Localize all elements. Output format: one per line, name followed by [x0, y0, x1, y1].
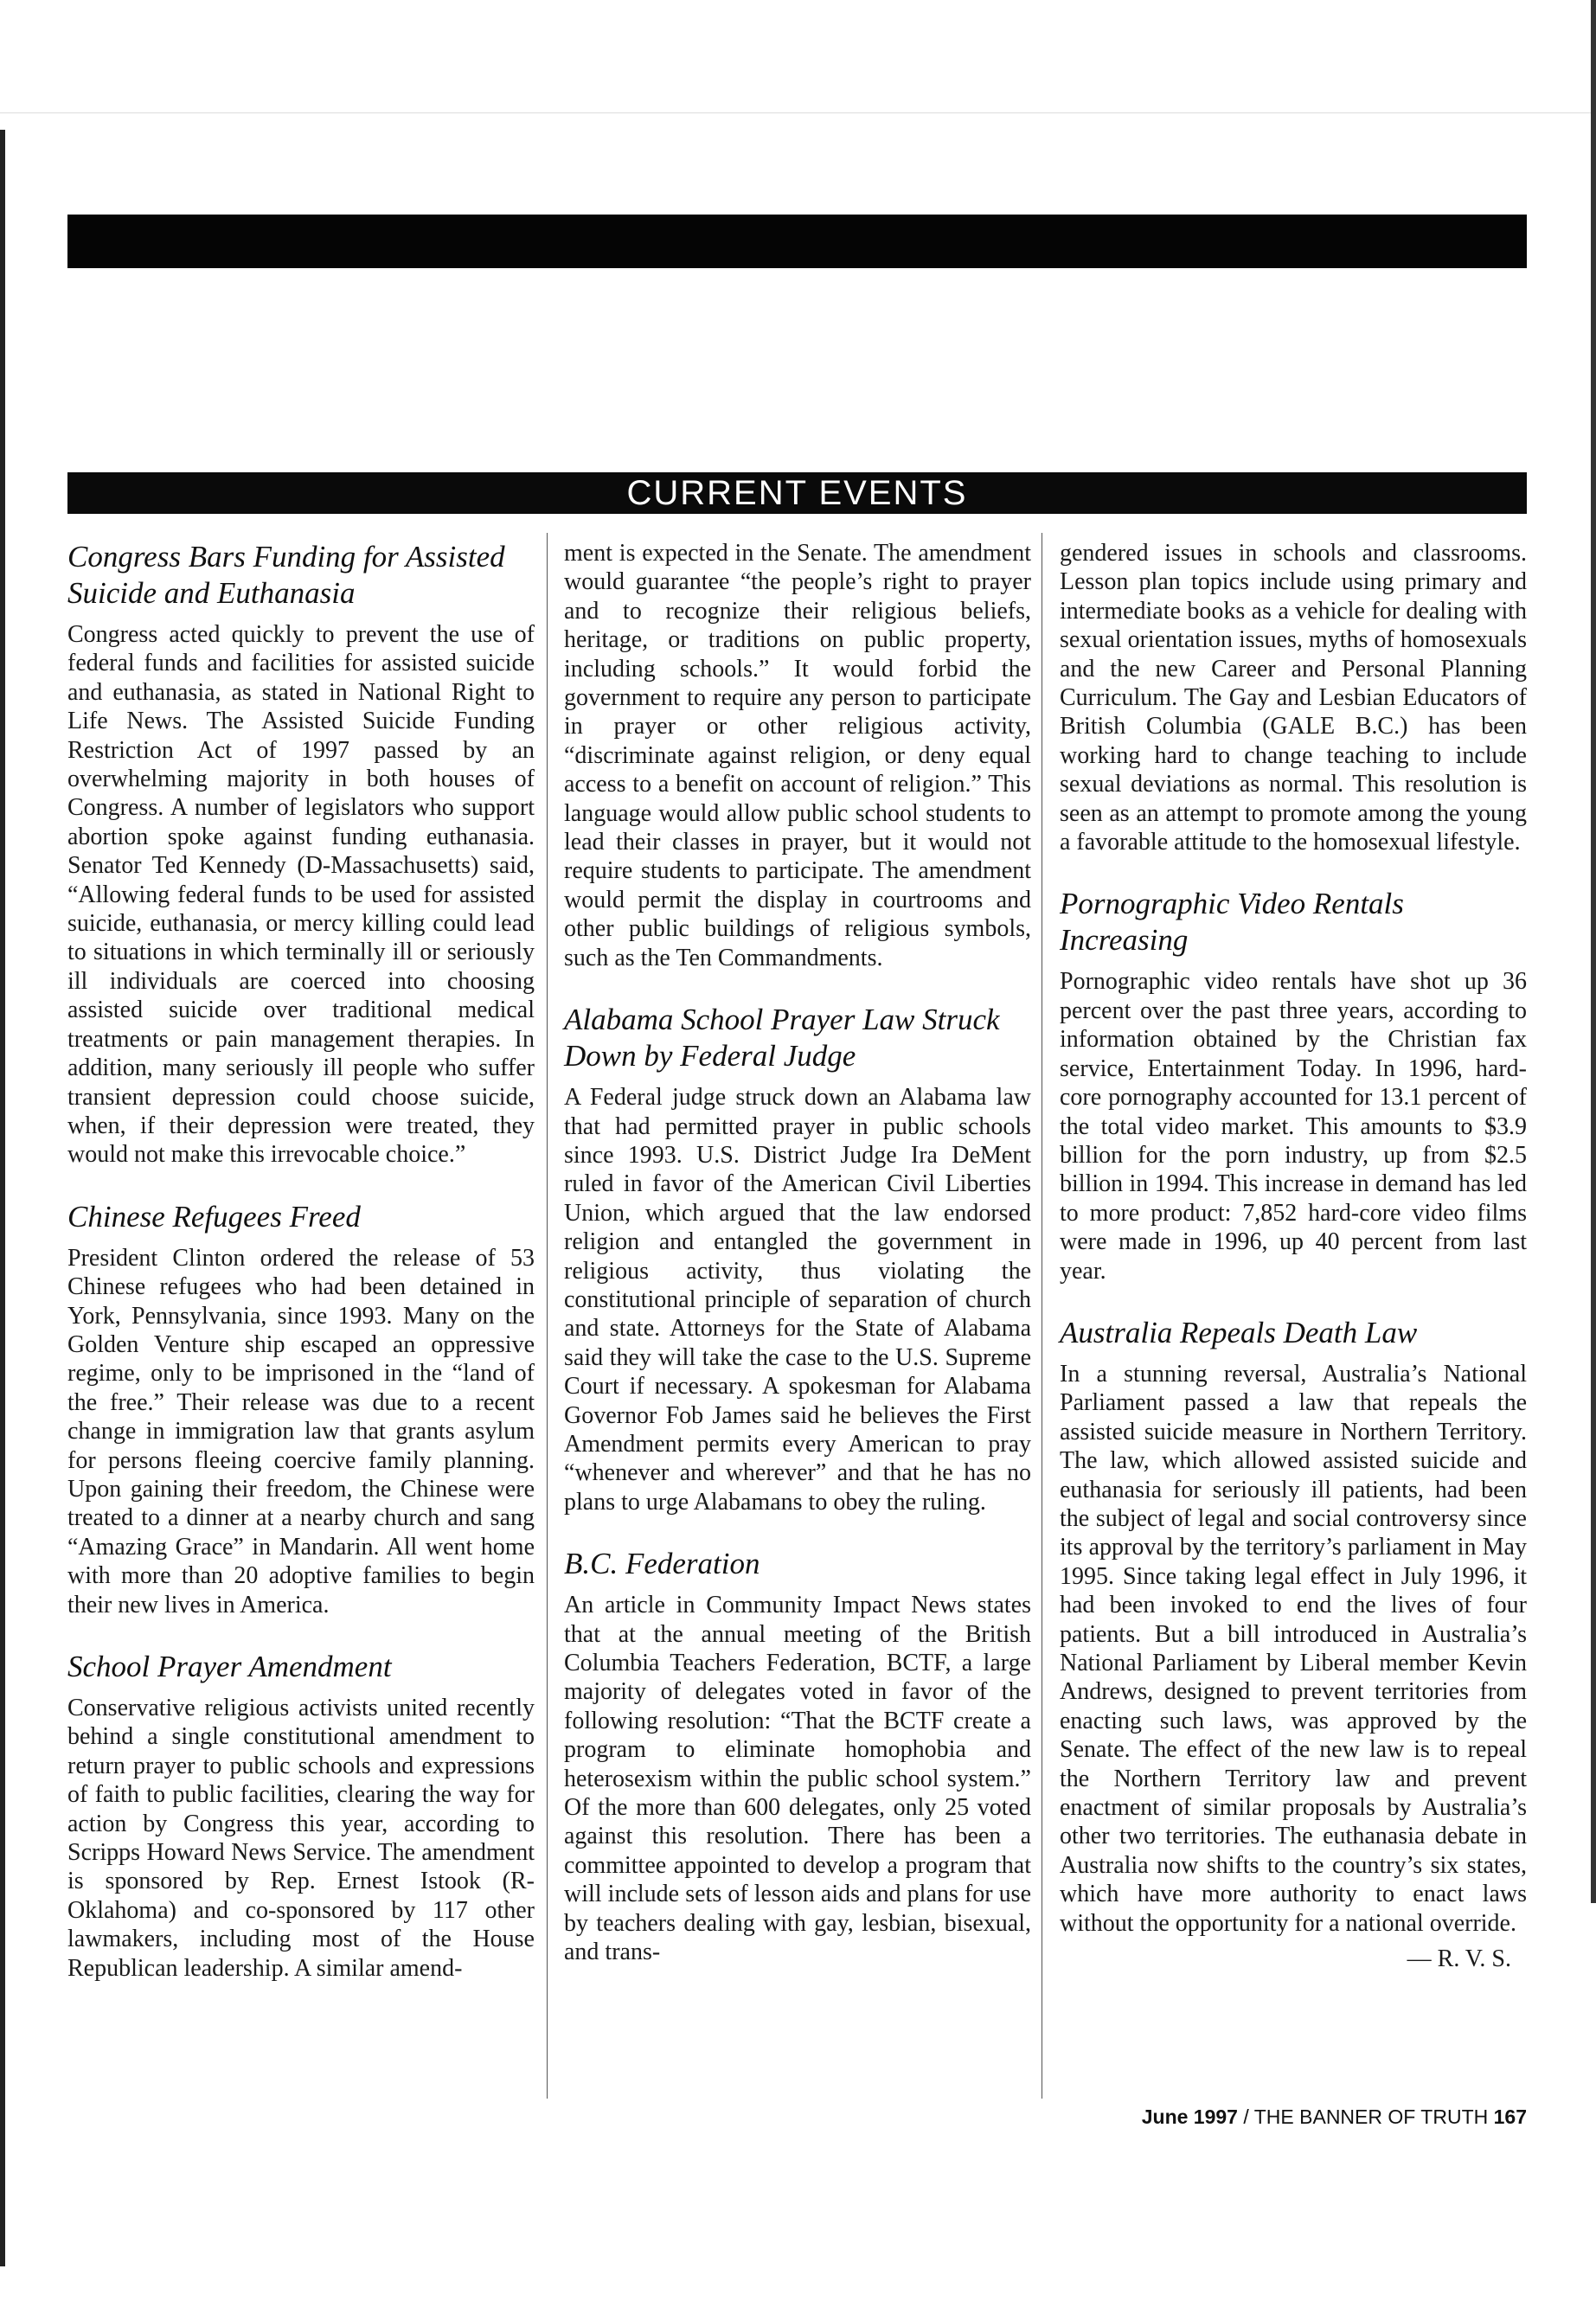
article-body: A Federal judge struck down an Alabama law that had permitted prayer in public schools since 1993. U.S. District Judge Ira DeMent ruled in favor of the American Civil Liberties Union, which argued that the law endorsed religion and entangled the government in religious activity, thus violating the constitutional principle of separation of church and state. Attorneys for the State of Alabama said they will take the case to the U.S. Supreme Court if necessary. A spokesman for Alabama Governor Fob James said he believes the First Amendment permits every American to pray “whenever and wherever” and that he has no plans to urge Alabamans to obey the ruling. — [564, 1084, 1031, 1516]
article-body: An article in Community Impact News states that at the annual meeting of the British Columbia Teachers Federation, BCTF, a large majority of delegates voted in favor of the following resolution: “That the BCTF create a program to eliminate homophobia and heterosexism within the public school system.” Of the more than 600 delegates, only 25 voted against this resolution. There has been a committee appointed to develop a program that will include sets of lesson aids and plans for use by teachers dealing with gay, lesbian, bisexual, and trans- — [564, 1592, 1031, 1966]
article-body: Congress acted quickly to prevent the use of federal funds and facilities for assisted suicide and euthanasia, as stated in National Right to Life News. The Assisted Suicide Funding Restriction Act of 1997 passed by an overwhelming majority in both houses of Congress. A number of legislators who support abortion spoke against funding euthanasia. Senator Ted Kennedy (D-Massachusetts) said, “Allowing federal funds to be used for assisted suicide, euthanasia, or mercy killing could lead to situations in which terminally ill or seriously ill individuals are coerced into choosing assisted suicide over traditional medical treatments or pain management therapies. In addition, many seriously ill people who suffer transient depression could choose suicide, when, if their depression were treated, they would not make this irrevocable choice.” — [67, 621, 535, 1169]
column-rule — [547, 533, 548, 2099]
article-title: Chinese Refugees Freed — [67, 1199, 361, 1234]
article-continuation: gendered issues in schools and classrooms. Lesson plan topics include using primary and intermediate books as a vehicle for dealing with sexual orientation issues, myths of homosexuals and the new Career and Personal Planning Curriculum. The Gay and Lesbian Educators of British Columbia (GALE B.C.) has been working hard to change teaching to include sexual deviations as normal. This resolution is seen as an attempt to promote among the young a favorable attitude to the homosexual lifestyle. — [1060, 540, 1527, 856]
article-title: B.C. Federation — [564, 1547, 760, 1581]
scan-edge-left — [0, 130, 5, 2266]
article-body: President Clinton ordered the release of 53 Chinese refugees who had been detained in York, Pennsylvania, since 1993. Many on the Golden Venture ship escaped an oppressive regime, only to be imprisoned in the “land of the free.” Their release was due to a recent change in immigration law that grants asylum for persons fleeing coercive family planning. Upon gaining their freedom, the Chinese were treated to a dinner at a nearby church and sang “Amazing Grace” in Mandarin. All went home with more than 20 adoptive families to begin their new lives in America. — [67, 1244, 535, 1618]
article-continuation: ment is expected in the Senate. The amendment would guarantee “the people’s right to prayer and to recognize their religious beliefs, heritage, or traditions on public property, including schools.” It would forbid the government to require any person to participate in prayer or other religious activity, “discriminate against religion, or deny equal access to a benefit on account of religion.” This language would allow public school students to lead their classes in prayer, but it would not require students to participate. The amendment would permit the display in courtrooms and other public buildings of religious symbols, such as the Ten Commandments. — [564, 540, 1031, 971]
article-title: School Prayer Amendment — [67, 1650, 392, 1683]
page-edge-top — [0, 112, 1596, 113]
column-1 — [67, 539, 535, 2012]
scan-edge-right — [1591, 0, 1596, 1903]
page-footer — [1086, 2106, 1527, 2129]
column-3 — [1060, 539, 1527, 1974]
article-title: Australia Repeals Death Law — [1060, 1315, 1418, 1349]
article-body: Conservative religious activists united recently behind a single constitutional amendment to return prayer to public schools and expressions of faith to public facilities, clearing the way for action by Congress this year, according to Scripps Howard News Service. The amendment is sponsored by Rep. Ernest Istook (R-Oklahoma) and co-sponsored by 117 other lawmakers, including most of the House Republican leadership. A similar amend- — [67, 1695, 535, 1982]
footer-publication: THE BANNER OF TRUTH — [1253, 2106, 1489, 2128]
article-body: In a stunning reversal, Australia’s National Parliament passed a law that repeals the assisted suicide measure in Northern Territory. The law, which allowed assisted suicide and euthanasia for seriously ill patients, had been the subject of legal and social controversy since its approval by the territory’s parliament in May 1995. Since taking legal effect in July 1996, it had been invoked to end the lives of four patients. But a bill introduced in Australia’s National Parliament by Liberal member Kevin Andrews, designed to prevent territories from enacting such laws, was approved by the Senate. The effect of the new law is to repeal the Northern Territory law and prevent enactment of similar proposals by Australia’s other two territories. The euthanasia debate in Australia now shifts to the country’s six states, which have more authority to enact laws without the opportunity for a national override. — [1060, 1360, 1527, 1937]
article-title: Congress Bars Funding for Assisted Suicide and Euthanasia — [67, 540, 505, 610]
footer-date: June 1997 — [1141, 2106, 1238, 2128]
author-signature: — R. V. S. — [1407, 1945, 1511, 1973]
footer-separator: / — [1243, 2106, 1249, 2128]
section-banner: CURRENT EVENTS — [67, 472, 1527, 514]
article-title: Pornographic Video Rentals Increasing — [1060, 887, 1404, 958]
column-2 — [564, 539, 1031, 1996]
article-body: Pornographic video rentals have shot up 36 percent over the past three years, according to information obtained by the Christian fax service, Entertainment Today. In 1996, hard-core pornography accounted for 13.1 percent of the total video market. This amounts to $3.9 billion for the porn industry, up from $2.5 billion in 1994. This increase in demand has led to more product: 7,852 hard-core video films were made in 1996, up 40 percent from last year. — [1060, 968, 1527, 1285]
footer-page-number: 167 — [1493, 2106, 1527, 2128]
article-title: Alabama School Prayer Law Struck Down by Federal Judge — [564, 1003, 1000, 1074]
header-black-bar — [67, 215, 1527, 268]
